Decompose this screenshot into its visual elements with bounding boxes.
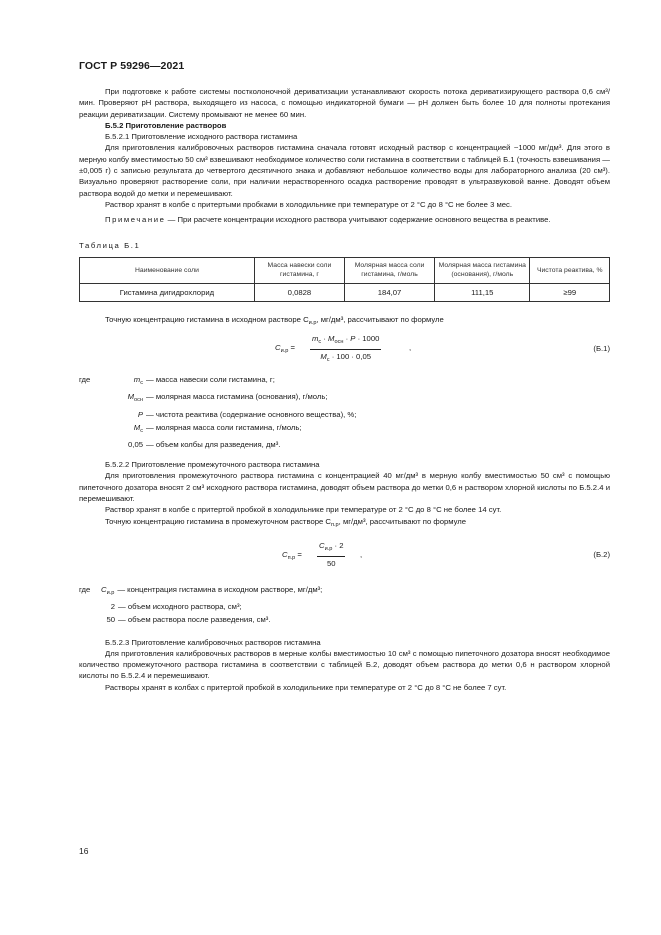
table-header-row: [80, 257, 610, 283]
formula-b1: $C_{и.р}$ = $m_с \cdot M_{осн} \cdot P \cdot 1000$ $M_с \cdot 100 \cdot 0,05$ , (Б.1): [79, 329, 610, 373]
formula2-definitions: где $C_{и.р}$ — концентрация гистамина в исходном растворе, мг/дм³; 2 — объем исходного раствора, см³; 50 — объем раствора после разведения, см³.: [79, 584, 323, 625]
table-cell: 0,0828: [254, 283, 344, 301]
note: [79, 214, 610, 225]
formula1-lhs: $C_{и.р}$ =: [275, 343, 295, 355]
note-text: — При расчете концентрации исходного раствора учитывают содержание основного вещества в реактиве.: [165, 215, 551, 225]
page-number: 16: [79, 846, 89, 856]
table-row: [80, 283, 610, 301]
formula2-numerator: $C_{и.р} \cdot 2$: [317, 540, 345, 557]
table-header-cell: Наименование соли: [80, 257, 255, 283]
paragraph-b521-2: Раствор хранят в колбе с притертыми пробками в холодильнике при температуре от 2 °C до 8 °C не более 3 мес.: [105, 199, 513, 209]
intro-paragraph: При подготовке к работе системы постколоночной дериватизации устанавливают скорость потока дериватизирующего раствора 0,6 см³/мин. Проверяют pH раствора, выходящего из насоса, с помощью индикаторной бумаги — pH должен быть более 10 для полноты протекания реакции дериватизации. Систему промывают не менее 60 мин.: [79, 87, 610, 119]
standard-header: ГОСТ Р 59296—2021: [79, 60, 185, 72]
formula1-numerator: $m_с \cdot M_{осн} \cdot P \cdot 1000$: [310, 333, 381, 350]
table-header-cell: Масса навески соли гистамина, г: [254, 257, 344, 283]
paragraph-b521-1: Для приготовления калибровочных растворов гистамина сначала готовят исходный раствор с концентрацией ~1000 мг/дм³. Для этого в мерную колбу вместимостью 50 см³ взвешивают необходимое количество соли гистамина в соответствии с таблицей Б.1 (точность взвешивания — ±0,005 г) с записью результата до четвертого десятичного знака и добавляют небольшое количество воды для лабораторного анализа (20 см³). Визуально проверяют растворение соли, при наличии нерастворенного осадка растворение проводят в ультразвуковой ванне. Доводят объем раствора водой до метки и перемешивают.: [79, 143, 610, 198]
paragraph-b522-1: Для приготовления промежуточного раствора гистамина с концентрацией 40 мг/дм³ в мерную колбу вместимостью 50 см³ с помощью пипеточного дозатора вносят 2 см³ исходного раствора гистамина, доводят объем раствора до метки 0,6 н раствором хлорной кислоты по Б.5.2.4 и перемешивают.: [79, 471, 610, 504]
table-caption: Таблица Б.1: [79, 240, 141, 250]
table-cell: 111,15: [435, 283, 530, 301]
formula1-number: (Б.1): [593, 344, 610, 354]
table-b1: [79, 257, 610, 302]
subsection-title-b521: Б.5.2.1 Приготовление исходного раствора гистамина: [105, 132, 298, 142]
formula1-intro: Точную концентрацию гистамина в исходном растворе $C_{и.р}$, мг/дм³, рассчитывают по формуле: [105, 314, 444, 326]
formula1-definitions: где $m_с$ — масса навески соли гистамина, г; $M_{осн}$ — молярная масса гистамина (основания), г/моль; P — чистота реактива (содержание основного вещества), %; $M_с$ — молярная масса соли гистамина, г/моль; 0,05 — объем колбы для разведения, дм³.: [79, 375, 357, 449]
subsection-title-b523: Б.5.2.3 Приготовление калибровочных растворов гистамина: [105, 637, 321, 647]
formula2-intro: Точную концентрацию гистамина в промежуточном растворе $C_{п.р}$, мг/дм³, рассчитывают по формуле: [105, 516, 467, 528]
paragraph-b523-1: Для приготовления калибровочных растворов в мерные колбы вместимостью 10 см³ с помощью пипеточного дозатора вносят необходимое количество промежуточного раствора гистамина в соответствии с таблицей Б.2, доводят объем раствора до метки 0,6 н раствором хлорной кислоты по Б.5.2.4 и перемешивают.: [79, 648, 610, 681]
page-content: [79, 86, 610, 693]
paragraph-b523-2: Растворы хранят в колбах с притертой пробкой в холодильнике при температуре от 2 °C до 8 °C не более 7 сут.: [105, 682, 507, 692]
formula2-denominator: 50: [326, 559, 336, 569]
table-header-cell: Чистота реактива, %: [530, 257, 610, 283]
formula2-fraction: [317, 540, 345, 570]
table-cell: ≥99: [530, 283, 610, 301]
subsection-title-b522: Б.5.2.2 Приготовление промежуточного раствора гистамина: [105, 460, 320, 470]
table-cell: Гистамина дигидрохлорид: [80, 283, 255, 301]
formula1-denominator: $M_с \cdot 100 \cdot 0,05$: [320, 352, 372, 364]
formula1-fraction: [310, 333, 381, 367]
table-header-cell: Молярная масса соли гистамина, г/моль: [344, 257, 434, 283]
formula2-lhs: $C_{п.р}$ =: [282, 549, 302, 561]
formula2-number: (Б.2): [593, 549, 610, 559]
formula-b2: $C_{п.р}$ = $C_{и.р} \cdot 2$ 50 , (Б.2): [282, 540, 610, 569]
table-cell: 184,07: [344, 283, 434, 301]
note-label: Примечание: [105, 215, 166, 225]
section-title-b52: Б.5.2 Приготовление растворов: [105, 120, 227, 130]
table-header-cell: Молярная масса гистамина (основания), г/моль: [435, 257, 530, 283]
paragraph-b522-2: Раствор хранят в колбе с притертой пробкой в холодильнике при температуре от 2 °C до 8 °C не более 14 сут.: [105, 505, 502, 515]
